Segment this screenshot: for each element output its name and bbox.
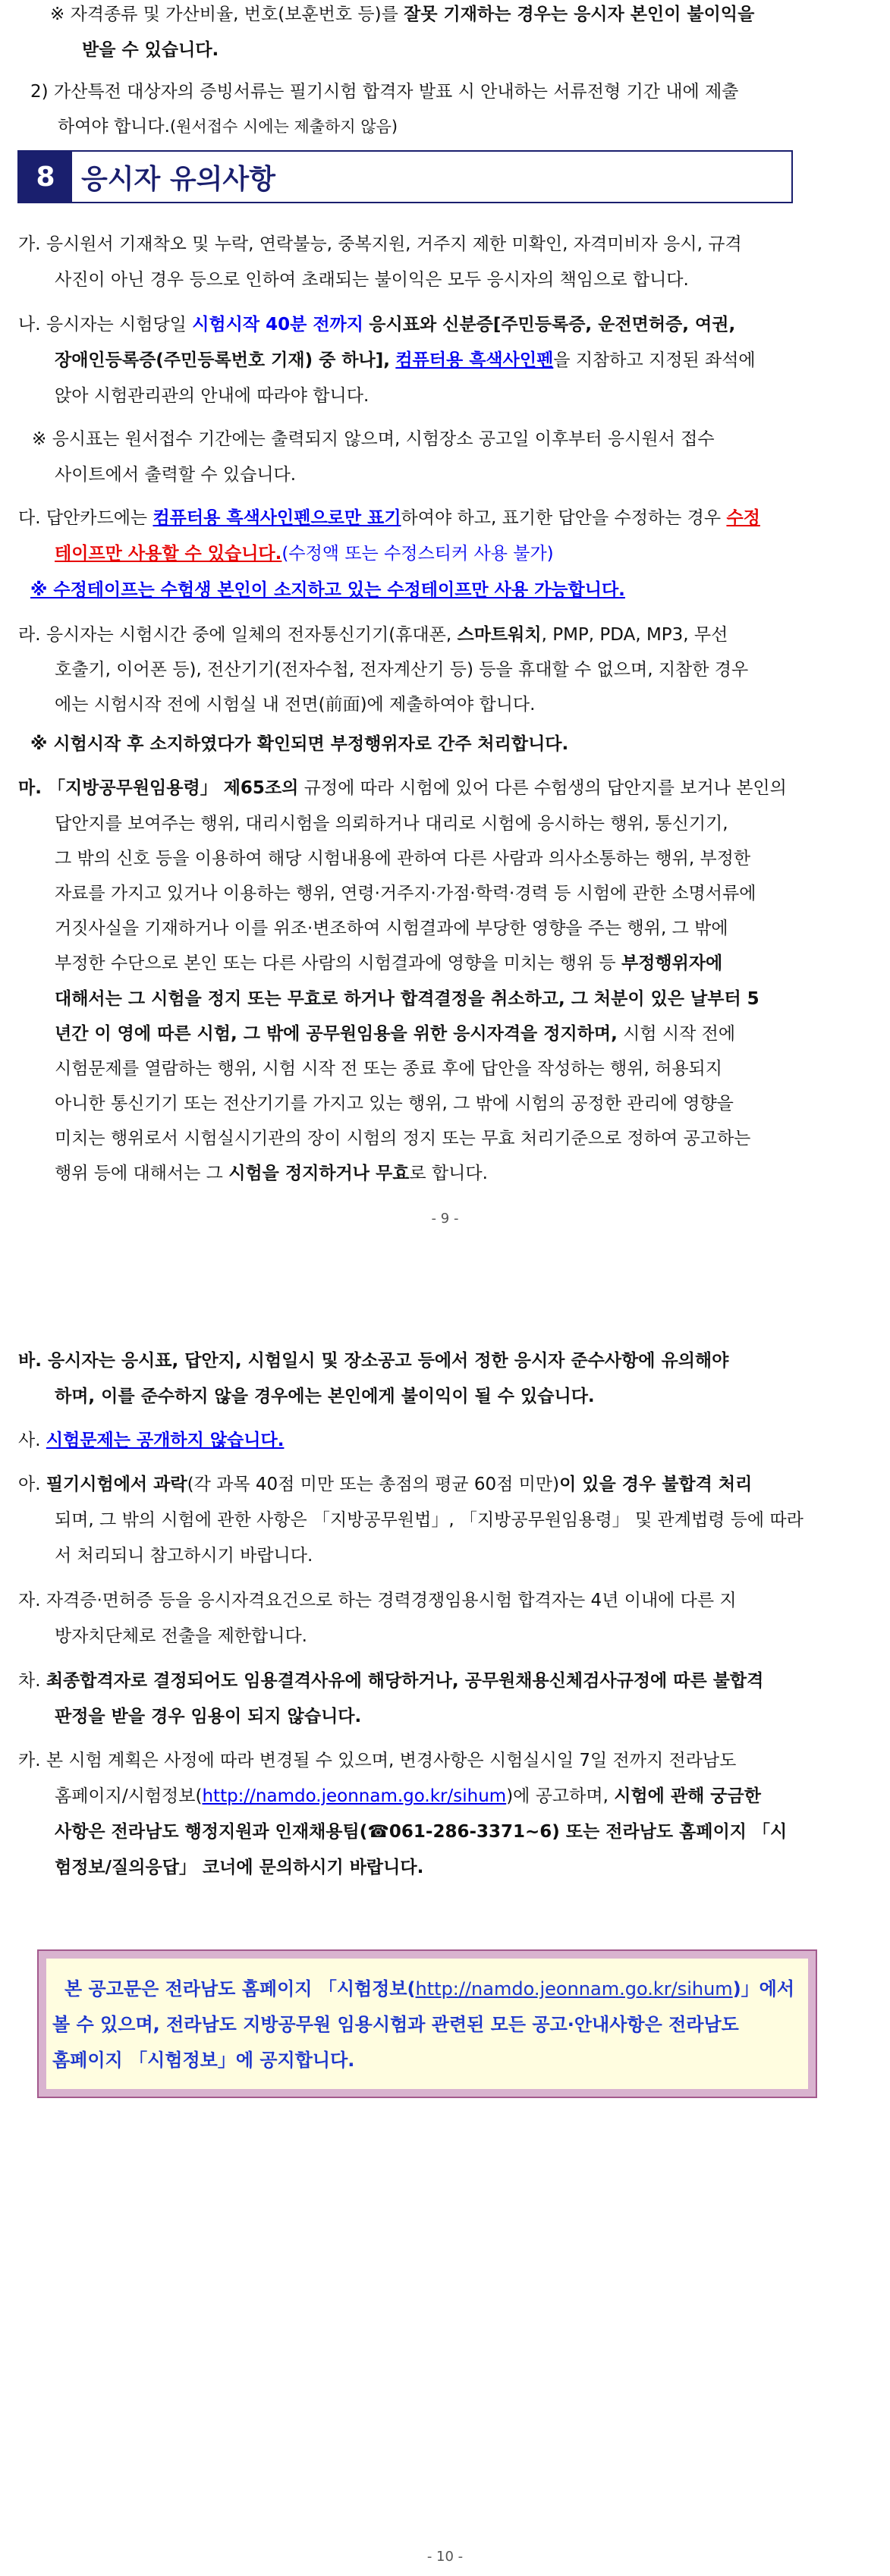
note-warning-bold: 잘못 기재하는 경우는 응시자 본인이 불이익을: [404, 5, 755, 24]
notice-l2: 볼 수 있으며, 전라남도 지방공무원 임용시험과 관련된 모든 공고·안내사항은 전라남도: [52, 2014, 739, 2035]
item-a-l3: 서 처리되니 참고하시기 바랍니다.: [55, 1546, 313, 1566]
item-ma-l5: 거짓사실을 기재하거나 이를 위조·변조하여 시험결과에 부당한 영향을 주는 행위, 그 밖에: [55, 919, 728, 938]
item-ra-l3: 에는 시험시작 전에 시험실 내 전면(前面)에 제출하여야 합니다.: [55, 695, 536, 715]
item-cha-l2: 판정을 받을 경우 임용이 되지 않습니다.: [55, 1707, 362, 1726]
item-ja-l2: 방자치단체로 전출을 제한합니다.: [55, 1626, 307, 1646]
item-na-l3: 앉아 시험관리관의 안내에 따라야 합니다.: [55, 386, 370, 406]
note-qualification: ※ 자격종류 및 가산비율, 번호(보훈번호 등)를 잘못 기재하는 경우는 응시자 본인이 불이익을: [50, 5, 755, 24]
item-ra-note: ※ 시험시작 후 소지하였다가 확인되면 부정행위자로 간주 처리합니다.: [30, 734, 569, 754]
item-ma-l1: 마. 「지방공무원임용령」 제65조의 규정에 따라 시험에 있어 다른 수험생의 답안지를 보거나 본인의: [18, 778, 787, 798]
item-ba-l2: 하며, 이를 준수하지 않을 경우에는 본인에게 불이익이 될 수 있습니다.: [55, 1387, 595, 1406]
pen-only-highlight: 컴퓨터용 흑색사인펜으로만 표기: [153, 508, 401, 528]
item-a-l1: 아. 필기시험에서 과락(각 과목 40점 미만 또는 총점의 평균 60점 미만)이 있을 경우 불합격 처리: [18, 1475, 753, 1494]
item-da-note: ※ 수정테이프는 수험생 본인이 소지하고 있는 수정테이프만 사용 가능합니다.: [30, 580, 625, 600]
start-time-highlight: 시험시작 40분 전까지: [192, 315, 363, 335]
item-2-l2: 하여야 합니다.(원서접수 시에는 제출하지 않음): [58, 117, 398, 137]
notice-l3: 홈페이지 「시험정보」에 공지합니다.: [52, 2050, 355, 2071]
item-na-l1: 나. 응시자는 시험당일 시험시작 40분 전까지 응시표와 신분증[주민등록증, 운전면허증, 여권,: [18, 315, 736, 335]
item-ga-l2: 사진이 아닌 경우 등으로 인하여 초래되는 불이익은 모두 응시자의 책임으로 합니다.: [55, 270, 689, 290]
item-ra-l1: 라. 응시자는 시험시간 중에 일체의 전자통신기기(휴대폰, 스마트워치, PMP, PDA, MP3, 무선: [18, 625, 728, 645]
item-sa: 사. 시험문제는 공개하지 않습니다.: [18, 1431, 285, 1450]
item-na-note-l2: 사이트에서 출력할 수 있습니다.: [55, 465, 297, 485]
page-number-9: - 9 -: [431, 1211, 459, 1227]
section-title: 응시자 유의사항: [81, 163, 275, 195]
item-ka-l2: 홈페이지/시험정보(http://namdo.jeonnam.go.kr/sihum)에 공고하며, 시험에 관해 궁금한: [55, 1786, 761, 1806]
item-ma-l7: 대해서는 그 시험을 정지 또는 무효로 하거나 합격결정을 취소하고, 그 처분이 있은 날부터 5: [55, 989, 759, 1009]
item-ma-l11: 미치는 행위로서 시험실시기관의 장이 시험의 정지 또는 무효 처리기준으로 정하여 공고하는: [55, 1129, 751, 1148]
item-na-note-l1: ※ 응시표는 원서접수 기간에는 출력되지 않으며, 시험장소 공고일 이후부터 응시원서 접수: [32, 429, 715, 449]
item-ga-l1: 가. 응시원서 기재착오 및 누락, 연락불능, 중복지원, 거주지 제한 미확인, 자격미비자 응시, 규격: [18, 234, 742, 254]
item-ka-l1: 카. 본 시험 계획은 사정에 따라 변경될 수 있으며, 변경사항은 시험실시일 7일 전까지 전라남도: [18, 1751, 737, 1770]
item-ka-l3: 사항은 전라남도 행정지원과 인재채용팀(☎061-286-3371~6) 또는 전라남도 홈페이지 「시: [55, 1822, 788, 1842]
item-ka-l4: 험정보/질의응답」 코너에 문의하시기 바랍니다.: [55, 1858, 424, 1877]
tape-highlight: 테이프만 사용할 수 있습니다.: [55, 544, 282, 564]
item-na-l2: 장애인등록증(주민등록번호 기재) 중 하나], 컴퓨터용 흑색사인펜을 지참하고 지정된 좌석에: [55, 350, 756, 370]
item-ma-l6: 부정한 수단으로 본인 또는 다른 사람의 시험결과에 영향을 미치는 행위 등 부정행위자에: [55, 953, 723, 973]
item-ba-l1: 바. 응시자는 응시표, 답안지, 시험일시 및 장소공고 등에서 정한 응시자 준수사항에 유의해야: [18, 1351, 729, 1371]
sihum-link[interactable]: http://namdo.jeonnam.go.kr/sihum: [202, 1786, 507, 1806]
item-ma-l10: 아니한 통신기기 또는 전산기기를 가지고 있는 행위, 그 밖에 시험의 공정한 관리에 영향을: [55, 1094, 734, 1114]
item-ma-l8: 년간 이 영에 따른 시험, 그 밖에 공무원임용을 위한 응시자격을 정지하며, 시험 시작 전에: [55, 1024, 736, 1044]
note-qualification-l2: 받을 수 있습니다.: [82, 40, 219, 60]
item-ma-l12: 행위 등에 대해서는 그 시험을 정지하거나 무효로 합니다.: [55, 1164, 488, 1183]
section-number: 8: [19, 152, 72, 202]
item-ma-l2: 답안지를 보여주는 행위, 대리시험을 의뢰하거나 대리로 시험에 응시하는 행위, 통신기기,: [55, 814, 728, 834]
item-ra-l2: 호출기, 이어폰 등), 전산기기(전자수첩, 전자계산기 등) 등을 휴대할 수 없으며, 지참한 경우: [55, 660, 749, 680]
item-ma-l9: 시험문제를 열람하는 행위, 시험 시작 전 또는 종료 후에 답안을 작성하는 행위, 허용되지: [55, 1059, 722, 1079]
notice-sihum-link[interactable]: http://namdo.jeonnam.go.kr/sihum: [415, 1978, 733, 2000]
item-cha-l1: 차. 최종합격자로 결정되어도 임용결격사유에 해당하거나, 공무원채용신체검사규정에 따른 불합격: [18, 1671, 764, 1691]
notice-box-inner: [46, 1959, 808, 2089]
section-header: [17, 150, 793, 203]
page-number-10: - 10 -: [426, 2549, 464, 2565]
item-ja-l1: 자. 자격증·면허증 등을 응시자격요건으로 하는 경력경쟁임용시험 합격자는 4년 이내에 다른 지: [18, 1591, 737, 1610]
notice-box: [37, 1949, 817, 2098]
item-da-l1: 다. 답안카드에는 컴퓨터용 흑색사인펜으로만 표기하여야 하고, 표기한 답안을 수정하는 경우 수정: [18, 508, 760, 528]
notice-l1: 본 공고문은 전라남도 홈페이지 「시험정보(http://namdo.jeonnam.go.kr/sihum)」에서: [64, 1978, 795, 2000]
item-ma-l4: 자료를 가지고 있거나 이용하는 행위, 연령·거주지·가점·학력·경력 등 시험에 관한 소명서류에: [55, 884, 756, 903]
exam-not-public: 시험문제는 공개하지 않습니다.: [46, 1431, 285, 1450]
pen-highlight: 컴퓨터용 흑색사인펜: [395, 350, 554, 370]
item-da-l2: 테이프만 사용할 수 있습니다.(수정액 또는 수정스티커 사용 불가): [55, 544, 554, 564]
item-ma-l3: 그 밖의 신호 등을 이용하여 해당 시험내용에 관하여 다른 사람과 의사소통하는 행위, 부정한: [55, 849, 751, 869]
item-2-l1: 2) 가산특전 대상자의 증빙서류는 필기시험 합격자 발표 시 안내하는 서류전형 기간 내에 제출: [30, 82, 739, 102]
item-a-l2: 되며, 그 밖의 시험에 관한 사항은 「지방공무원법」, 「지방공무원임용령」 및 관계법령 등에 따라: [55, 1510, 804, 1530]
